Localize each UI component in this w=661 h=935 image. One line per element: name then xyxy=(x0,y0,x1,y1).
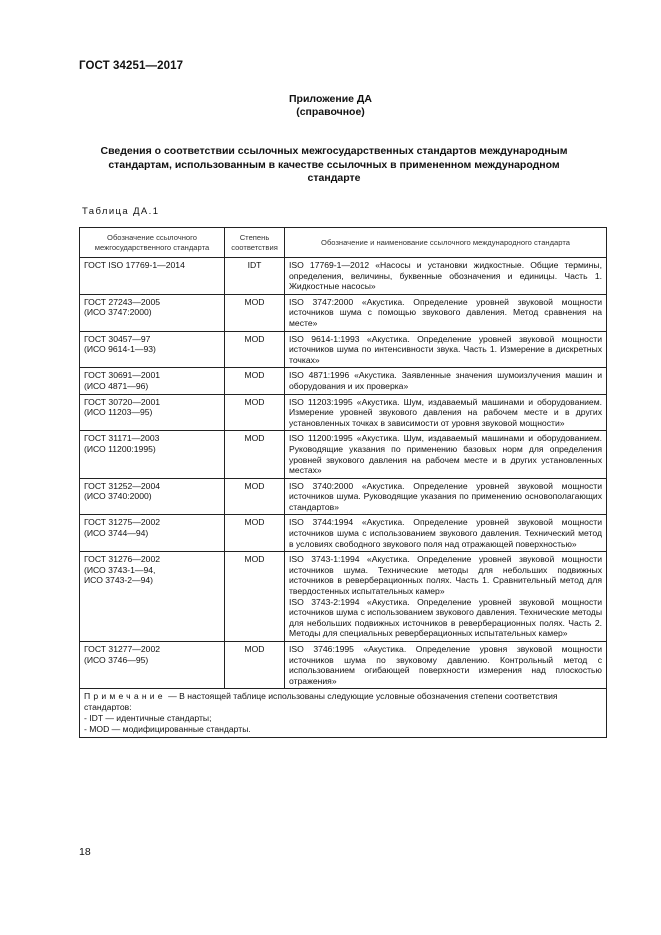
cell-degree: MOD xyxy=(225,515,285,552)
table-note xyxy=(80,689,607,738)
cell-international-standard: ISO 3744:1994 «Акустика. Определение уровней звуковой мощности источников шума с использованием звукового давления. Технический метод в условиях свободного звукового поля над отражающей поверхностью» xyxy=(285,515,607,552)
cell-national-standard: ГОСТ 31171—2003 (ИСО 11200:1995) xyxy=(80,431,225,478)
table-row xyxy=(80,368,607,394)
table-note-row xyxy=(80,689,607,738)
correspondence-table xyxy=(79,227,607,738)
cell-national-standard: ГОСТ 30457—97 (ИСО 9614-1—93) xyxy=(80,331,225,368)
table-body xyxy=(80,258,607,689)
cell-national-standard: ГОСТ 31275—2002 (ИСО 3744—94) xyxy=(80,515,225,552)
cell-national-standard: ГОСТ ISO 17769-1—2014 xyxy=(80,258,225,295)
cell-degree: MOD xyxy=(225,431,285,478)
table-row xyxy=(80,552,607,642)
cell-degree: IDT xyxy=(225,258,285,295)
cell-international-standard: ISO 4871:1996 «Акустика. Заявленные значения шумоизлучения машин и оборудования и их проверка» xyxy=(285,368,607,394)
note-text: — В настоящей таблице использованы следующие условные обозначения степени соответствия стандартов: xyxy=(84,691,558,713)
annex-heading xyxy=(0,93,661,119)
cell-national-standard: ГОСТ 30720—2001 (ИСО 11203—95) xyxy=(80,394,225,431)
cell-international-standard: ISO 3747:2000 «Акустика. Определение уровней звуковой мощности источников шума с помощью звукового давления. Метод сравнения на месте» xyxy=(285,294,607,331)
cell-international-standard: ISO 11203:1995 «Акустика. Шум, издаваемый машинами и оборудованием. Измерение уровней звукового давления на рабочем месте и в других установленных точках в зависимости от уровня звуковой мощности» xyxy=(285,394,607,431)
cell-international-standard: ISO 3740:2000 «Акустика. Определение уровней звуковой мощности источников шума. Руководящие указания по применению основополагающих стандартов» xyxy=(285,478,607,515)
column-header-national: Обозначение ссылочного межгосударственного стандарта xyxy=(80,228,225,258)
annex-title: Приложение ДА xyxy=(289,93,372,105)
cell-national-standard: ГОСТ 30691—2001 (ИСО 4871—96) xyxy=(80,368,225,394)
cell-national-standard: ГОСТ 27243—2005 (ИСО 3747:2000) xyxy=(80,294,225,331)
cell-international-standard: ISO 11200:1995 «Акустика. Шум, издаваемый машинами и оборудованием. Руководящие указания по применению базовых норм для определения уровней звукового давления на рабочем месте и в других установленных местах» xyxy=(285,431,607,478)
table-caption: Таблица ДА.1 xyxy=(82,206,160,217)
column-header-international: Обозначение и наименование ссылочного международного стандарта xyxy=(285,228,607,258)
cell-international-standard: ISO 9614-1:1993 «Акустика. Определение уровней звуковой мощности источников шума по интенсивности звука. Часть 1. Измерение в дискретных точках» xyxy=(285,331,607,368)
cell-degree: MOD xyxy=(225,394,285,431)
table-row xyxy=(80,394,607,431)
document-code: ГОСТ 34251—2017 xyxy=(79,60,184,72)
cell-international-standard: ISO 17769-1—2012 «Насосы и установки жидкостные. Общие термины, определения, величины, буквенные обозначения и единицы. Часть 1. Жидкостные насосы» xyxy=(285,258,607,295)
cell-degree: MOD xyxy=(225,294,285,331)
cell-degree: MOD xyxy=(225,642,285,689)
cell-degree: MOD xyxy=(225,331,285,368)
table-row xyxy=(80,478,607,515)
table-row xyxy=(80,515,607,552)
table-row xyxy=(80,294,607,331)
column-header-degree: Степень соответствия xyxy=(225,228,285,258)
cell-degree: MOD xyxy=(225,478,285,515)
cell-international-standard: ISO 3743-1:1994 «Акустика. Определение уровней звуковой мощности источников шума. Технические методы для небольших подвижных источников в реверберационных полях. Часть 1. Сравнительный метод для твердостенных испытательных камер» ISO 3743-2:1994 «Акустика. Определение уровней звуковой мощности источников шума с использованием звукового давления. Технические методы для небольших подвижных источников в реверберационных полях. Часть 2. Методы для специальных реверберационных испытательных камер» xyxy=(285,552,607,642)
table-row xyxy=(80,258,607,295)
table-row xyxy=(80,642,607,689)
cell-international-standard: ISO 3746:1995 «Акустика. Определение уровня звуковой мощности источников шума по звуковому давлению. Контрольный метод с использованием огибающей поверхности измерения над плоскостью отражения» xyxy=(285,642,607,689)
cell-national-standard: ГОСТ 31276—2002 (ИСО 3743-1—94, ИСО 3743-2—94) xyxy=(80,552,225,642)
note-item-mod: - MOD — модифицированные стандарты. xyxy=(84,724,251,735)
table-row xyxy=(80,431,607,478)
cell-national-standard: ГОСТ 31277—2002 (ИСО 3746—95) xyxy=(80,642,225,689)
cell-degree: MOD xyxy=(225,552,285,642)
page-number: 18 xyxy=(79,846,91,858)
note-item-idt: - IDT — идентичные стандарты; xyxy=(84,713,212,724)
note-label: Примечание xyxy=(84,691,166,702)
section-heading: Сведения о соответствии ссылочных межгосударственных стандартов международным стандартам, использованным в качестве ссылочных в примененном международном стандарте xyxy=(100,145,568,184)
annex-subtitle: (справочное) xyxy=(296,106,365,118)
cell-national-standard: ГОСТ 31252—2004 (ИСО 3740:2000) xyxy=(80,478,225,515)
table-header-row xyxy=(80,228,607,258)
cell-degree: MOD xyxy=(225,368,285,394)
table-row xyxy=(80,331,607,368)
